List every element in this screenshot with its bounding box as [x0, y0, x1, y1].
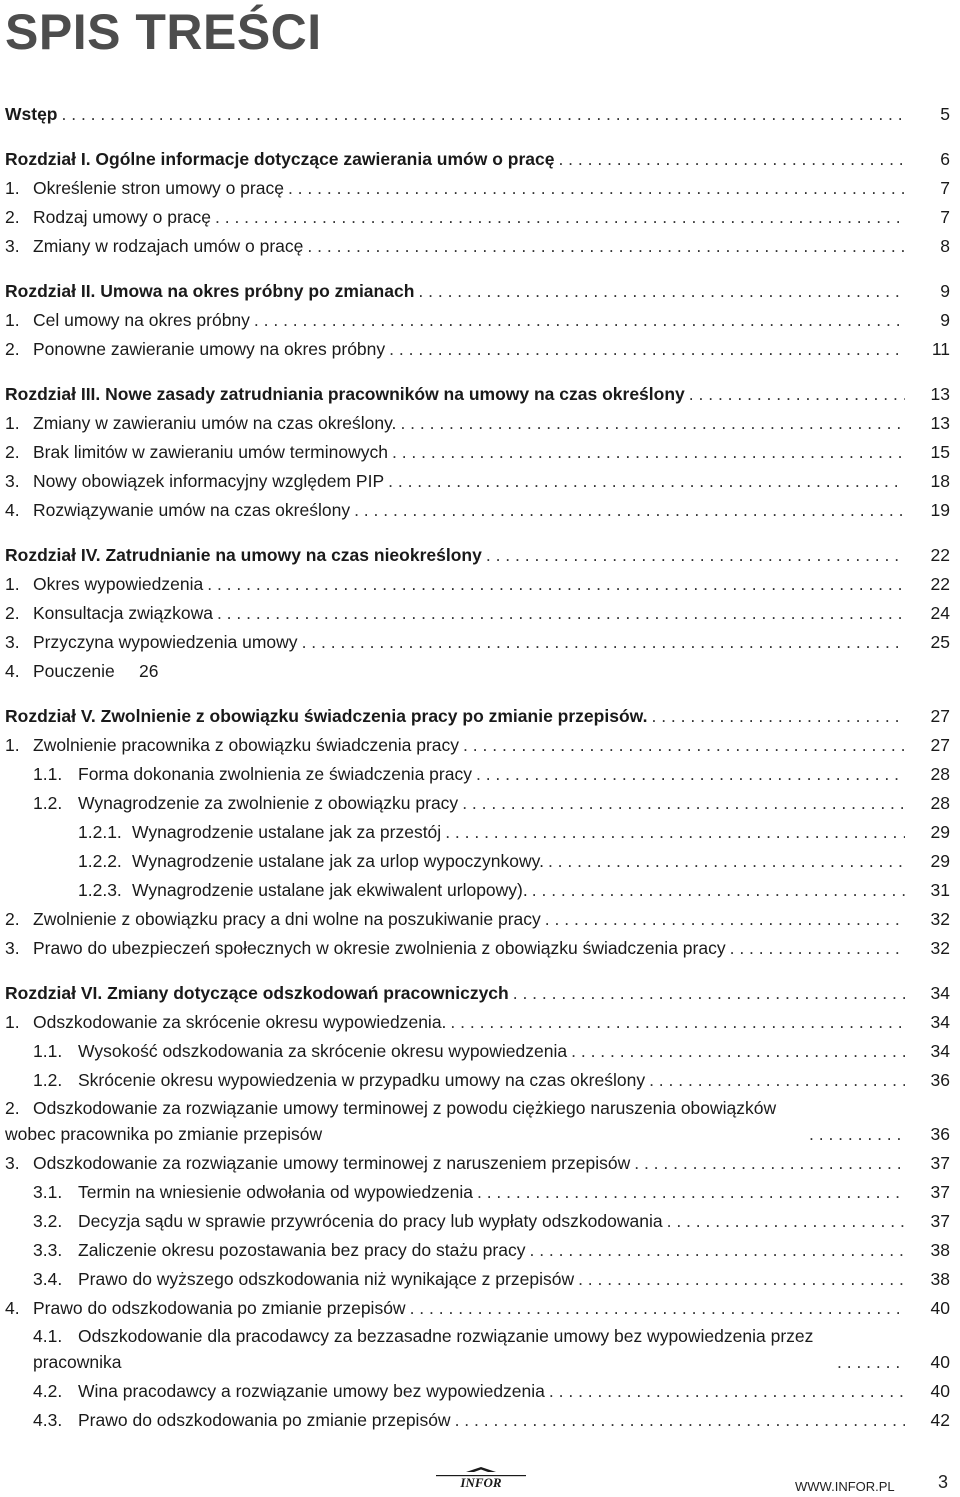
dot-leader — [574, 1265, 905, 1294]
toc-entry-title: Zwolnienie z obowiązku pracy a dni wolne na poszukiwanie pracy — [33, 909, 541, 929]
dot-leader — [284, 174, 905, 203]
toc-entry-number: 2. — [5, 1098, 20, 1118]
dot-leader — [647, 702, 905, 731]
toc-chapter[interactable] — [0, 100, 960, 129]
toc-entry-title: Wynagrodzenie za zwolnienie z obowiązku pracy — [78, 793, 459, 813]
dot-leader — [805, 1120, 905, 1149]
toc-entry-number: 2. — [5, 909, 20, 929]
toc-entry-title: Wynagrodzenie ustalane jak za urlop wypoczynkowy. — [132, 851, 544, 871]
toc-entry-number: 3. — [5, 1153, 20, 1173]
toc-entry[interactable] — [0, 628, 960, 657]
toc-entry-number: 4. — [5, 661, 20, 681]
toc-entry-title: Nowy obowiązek informacyjny względem PIP — [33, 471, 385, 491]
dot-leader — [458, 789, 905, 818]
toc-entry-title: Termin na wniesienie odwołania od wypowiedzenia — [78, 1182, 473, 1202]
toc-entry-title: Rozdział V. Zwolnienie z obowiązku świadczenia pracy po zmianie przepisów. — [5, 706, 648, 726]
toc-entry-title: Prawo do wyższego odszkodowania niż wynikające z przepisów — [78, 1269, 575, 1289]
dot-leader — [472, 760, 905, 789]
dot-leader — [58, 100, 906, 129]
toc-entry[interactable] — [0, 934, 960, 963]
dot-leader — [833, 1348, 905, 1377]
toc-entry-title: Zmiany w zawieraniu umów na czas określony. — [33, 413, 397, 433]
toc-entry[interactable] — [0, 1066, 960, 1095]
dot-leader — [525, 1236, 905, 1265]
toc-entry-number: 1. — [5, 1012, 20, 1032]
dot-leader — [441, 818, 905, 847]
dot-leader — [414, 277, 905, 306]
toc-entry[interactable] — [0, 1323, 960, 1377]
toc-page-number: 24 — [930, 603, 950, 623]
toc-entry-title: Wysokość odszkodowania za skrócenie okresu wypowiedzenia — [78, 1041, 568, 1061]
toc-entry-number: 1.2. — [33, 793, 63, 813]
toc-entry-title: Odszkodowanie za skrócenie okresu wypowiedzenia. — [33, 1012, 447, 1032]
toc-entry-title: Odszkodowanie dla pracodawcy za bezzasadne rozwiązanie umowy bez wypowiedzenia przez pracownika — [33, 1326, 819, 1372]
toc-page-number: 7 — [940, 207, 950, 227]
toc-page-number: 15 — [930, 442, 950, 462]
toc-page-number: 42 — [930, 1410, 950, 1430]
infor-logo — [436, 1466, 526, 1488]
dot-leader — [509, 979, 905, 1008]
toc-entry-number: 1.2.2. — [78, 851, 122, 871]
dot-leader — [663, 1207, 905, 1236]
toc-page-number: 22 — [930, 574, 950, 594]
toc-entry[interactable] — [0, 1207, 960, 1236]
toc-entry[interactable] — [0, 174, 960, 203]
toc-entry-title: Forma dokonania zwolnienia ze świadczenia pracy — [78, 764, 472, 784]
toc-entry-title: Odszkodowanie za rozwiązanie umowy terminowej z naruszeniem przepisów — [33, 1153, 631, 1173]
toc-entry-number: 1. — [5, 178, 20, 198]
toc-entry[interactable] — [0, 876, 960, 905]
toc-entry-title: Zmiany w rodzajach umów o pracę — [33, 236, 304, 256]
dot-leader — [544, 847, 905, 876]
toc-entry[interactable] — [0, 1149, 960, 1178]
toc-entry-number: 3.1. — [33, 1182, 63, 1202]
toc-entry-number: 4.2. — [33, 1381, 63, 1401]
dot-leader — [385, 335, 905, 364]
toc-entry-title: Zwolnienie pracownika z obowiązku świadczenia pracy — [33, 735, 460, 755]
toc-entry-title: Określenie stron umowy o pracę — [33, 178, 284, 198]
toc-page-number: 13 — [930, 413, 950, 433]
toc-entry-title: Prawo do ubezpieczeń społecznych w okresie zwolnienia z obowiązku świadczenia pracy — [33, 938, 726, 958]
toc-page-number: 40 — [930, 1298, 950, 1318]
logo-text: INFOR — [460, 1475, 502, 1488]
dot-leader — [303, 232, 905, 261]
toc-entry[interactable] — [0, 496, 960, 525]
toc-entry[interactable] — [0, 657, 960, 686]
toc-page-number: 5 — [940, 104, 950, 124]
toc-entry-title: Okres wypowiedzenia — [33, 574, 204, 594]
toc-entry-number: 3.2. — [33, 1211, 63, 1231]
toc-entry[interactable] — [0, 467, 960, 496]
dot-leader — [446, 1008, 905, 1037]
toc-entry-number: 1.2.1. — [78, 822, 122, 842]
toc-entry-title: Cel umowy na okres próbny — [33, 310, 250, 330]
toc-entry[interactable] — [0, 306, 960, 335]
toc-entry-number: 3. — [5, 471, 20, 491]
toc-entry[interactable] — [0, 232, 960, 261]
toc-chapter[interactable] — [0, 380, 960, 409]
toc-page-number: 40 — [930, 1381, 950, 1401]
toc-entry-number: 4.1. — [33, 1326, 63, 1346]
toc-entry[interactable] — [0, 203, 960, 232]
toc-page-number: 32 — [930, 909, 950, 929]
page-number: 3 — [938, 1472, 949, 1492]
toc-entry-title: Rodzaj umowy o pracę — [33, 207, 211, 227]
toc-entry-title: Brak limitów w zawieraniu umów terminowych — [33, 442, 388, 462]
toc-page-number: 34 — [930, 983, 950, 1003]
toc-chapter[interactable] — [0, 145, 960, 174]
toc-chapter[interactable] — [0, 277, 960, 306]
toc-entry[interactable] — [0, 1406, 960, 1435]
toc-page-number: 32 — [930, 938, 950, 958]
toc-entry-title: Skrócenie okresu wypowiedzenia w przypadku umowy na czas określony — [78, 1070, 646, 1090]
toc-chapter[interactable] — [0, 702, 960, 731]
toc-entry-title: Rozwiązywanie umów na czas określony — [33, 500, 351, 520]
dot-leader — [396, 409, 905, 438]
toc-page-number: 36 — [930, 1124, 950, 1144]
toc-page-number: 25 — [930, 632, 950, 652]
toc-entry-title: Konsultacja związkowa — [33, 603, 213, 623]
toc-entry[interactable] — [0, 1037, 960, 1066]
dot-leader — [630, 1149, 905, 1178]
dot-leader — [250, 306, 905, 335]
toc-entry-number: 1.2.3. — [78, 880, 122, 900]
dot-leader — [211, 203, 905, 232]
dot-leader — [541, 905, 905, 934]
toc-entry[interactable] — [0, 1377, 960, 1406]
dot-leader — [726, 934, 905, 963]
toc-entry[interactable] — [0, 1294, 960, 1323]
toc-entry-title: Zaliczenie okresu pozostawania bez pracy do stażu pracy — [78, 1240, 526, 1260]
toc-entry[interactable] — [0, 409, 960, 438]
toc-entry-number: 3.4. — [33, 1269, 63, 1289]
toc-entry[interactable] — [0, 905, 960, 934]
toc-entry-title: Wynagrodzenie ustalane jak ekwiwalent urlopowy). — [132, 880, 528, 900]
toc-page-number: 11 — [931, 339, 950, 359]
toc-chapter[interactable] — [0, 541, 960, 570]
toc-entry-title: Przyczyna wypowiedzenia umowy — [33, 632, 298, 652]
toc-entry-number: 1. — [5, 735, 20, 755]
toc-page-number: 28 — [930, 764, 950, 784]
toc-entry-title: Pouczenie 26 — [33, 661, 159, 681]
toc-entry-number: 2. — [5, 207, 20, 227]
dot-leader — [406, 1294, 905, 1323]
dot-leader — [298, 628, 905, 657]
toc-page-number: 13 — [930, 384, 950, 404]
toc-entry-number: 1. — [5, 574, 20, 594]
toc-entry-title: Prawo do odszkodowania po zmianie przepisów — [33, 1298, 406, 1318]
toc-page-number: 37 — [930, 1153, 950, 1173]
toc-page-number: 18 — [930, 471, 950, 491]
toc-entry-number: 2. — [5, 339, 20, 359]
toc-page-number: 38 — [930, 1269, 950, 1289]
toc-entry-number: 1.2. — [33, 1070, 63, 1090]
toc-entry[interactable] — [0, 599, 960, 628]
toc-entry[interactable] — [0, 1265, 960, 1294]
toc-page-number: 7 — [940, 178, 950, 198]
toc-page-number: 27 — [930, 706, 950, 726]
dot-leader — [482, 541, 905, 570]
dot-leader — [567, 1037, 905, 1066]
toc-entry-title: Prawo do odszkodowania po zmianie przepisów — [78, 1410, 451, 1430]
dot-leader — [645, 1066, 905, 1095]
toc-page-number: 38 — [930, 1240, 950, 1260]
toc-page-number: 34 — [930, 1012, 950, 1032]
toc-page-number: 9 — [940, 310, 950, 330]
toc-entry-title: Ponowne zawieranie umowy na okres próbny — [33, 339, 386, 359]
toc-entry[interactable] — [0, 847, 960, 876]
toc-entry-title: Rozdział III. Nowe zasady zatrudniania pracowników na umowy na czas określony — [5, 384, 685, 404]
toc-entry[interactable] — [0, 789, 960, 818]
dot-leader — [473, 1178, 905, 1207]
toc-entry-number: 2. — [5, 442, 20, 462]
toc-page-number: 9 — [940, 281, 950, 301]
toc-entry-title: Wynagrodzenie ustalane jak za przestój — [132, 822, 442, 842]
toc-entry[interactable] — [0, 1236, 960, 1265]
toc-entry-title: Rozdział IV. Zatrudnianie na umowy na czas nieokreślony — [5, 545, 482, 565]
toc-page-number: 27 — [930, 735, 950, 755]
toc-entry-number: 1.1. — [33, 764, 63, 784]
toc-entry-number: 1. — [5, 413, 20, 433]
dot-leader — [459, 731, 905, 760]
toc-chapter[interactable] — [0, 979, 960, 1008]
toc-entry-number: 4. — [5, 1298, 20, 1318]
toc-entry-number: 1. — [5, 310, 20, 330]
toc-entry-number: 4.3. — [33, 1410, 63, 1430]
toc-entry-title: Wina pracodawcy a rozwiązanie umowy bez wypowiedzenia — [78, 1381, 545, 1401]
toc-page-number: 8 — [940, 236, 950, 256]
toc-page-number: 19 — [930, 500, 950, 520]
toc-entry-number: 3.3. — [33, 1240, 63, 1260]
dot-leader — [545, 1377, 905, 1406]
toc-page-number: 34 — [930, 1041, 950, 1061]
toc-entry-number: 3. — [5, 236, 20, 256]
dot-leader — [451, 1406, 905, 1435]
dot-leader — [528, 876, 905, 905]
toc-entry-number: 3. — [5, 632, 20, 652]
toc-page-number: 37 — [930, 1211, 950, 1231]
dot-leader — [388, 438, 905, 467]
toc-entry[interactable] — [0, 818, 960, 847]
toc-entry[interactable] — [0, 1095, 960, 1149]
toc-page-number: 37 — [930, 1182, 950, 1202]
toc-entry-title: Decyzja sądu w sprawie przywrócenia do pracy lub wypłaty odszkodowania — [78, 1211, 663, 1231]
toc-page-number: 29 — [930, 822, 950, 842]
toc-page-number: 31 — [930, 880, 950, 900]
toc-page-number: 22 — [930, 545, 950, 565]
toc-entry[interactable] — [0, 1008, 960, 1037]
toc-entry[interactable] — [0, 438, 960, 467]
toc-entry[interactable] — [0, 760, 960, 789]
toc-entry-number: 3. — [5, 938, 20, 958]
toc-entry[interactable] — [0, 1178, 960, 1207]
toc-entry[interactable] — [0, 335, 960, 364]
dot-leader — [554, 145, 905, 174]
toc-entry-title: Wstęp — [5, 104, 58, 124]
toc-entry[interactable] — [0, 731, 960, 760]
toc-page-number: 6 — [940, 149, 950, 169]
toc-entry-title: Odszkodowanie za rozwiązanie umowy terminowej z powodu ciężkiego naruszenia obowiązków wobec pracownika po zmianie przepisów — [5, 1098, 782, 1144]
dot-leader — [213, 599, 905, 628]
toc-entry-number: 2. — [5, 603, 20, 623]
table-of-contents — [0, 100, 960, 1435]
dot-leader — [384, 467, 905, 496]
toc-entry-number: 1.1. — [33, 1041, 63, 1061]
page-title: SPIS TREŚCI — [5, 4, 322, 60]
toc-page-number: 29 — [930, 851, 950, 871]
toc-page-number: 40 — [930, 1352, 950, 1372]
toc-entry-title: Rozdział I. Ogólne informacje dotyczące zawierania umów o pracę — [5, 149, 555, 169]
website-url: WWW.INFOR.PL — [795, 1479, 895, 1494]
toc-page-number: 36 — [930, 1070, 950, 1090]
toc-entry-title: Rozdział II. Umowa na okres próbny po zmianach — [5, 281, 415, 301]
dot-leader — [685, 380, 905, 409]
toc-entry-title: Rozdział VI. Zmiany dotyczące odszkodowań pracowniczych — [5, 983, 509, 1003]
toc-page-number: 28 — [930, 793, 950, 813]
dot-leader — [350, 496, 905, 525]
toc-entry-number: 4. — [5, 500, 20, 520]
dot-leader — [203, 570, 905, 599]
toc-entry[interactable] — [0, 570, 960, 599]
